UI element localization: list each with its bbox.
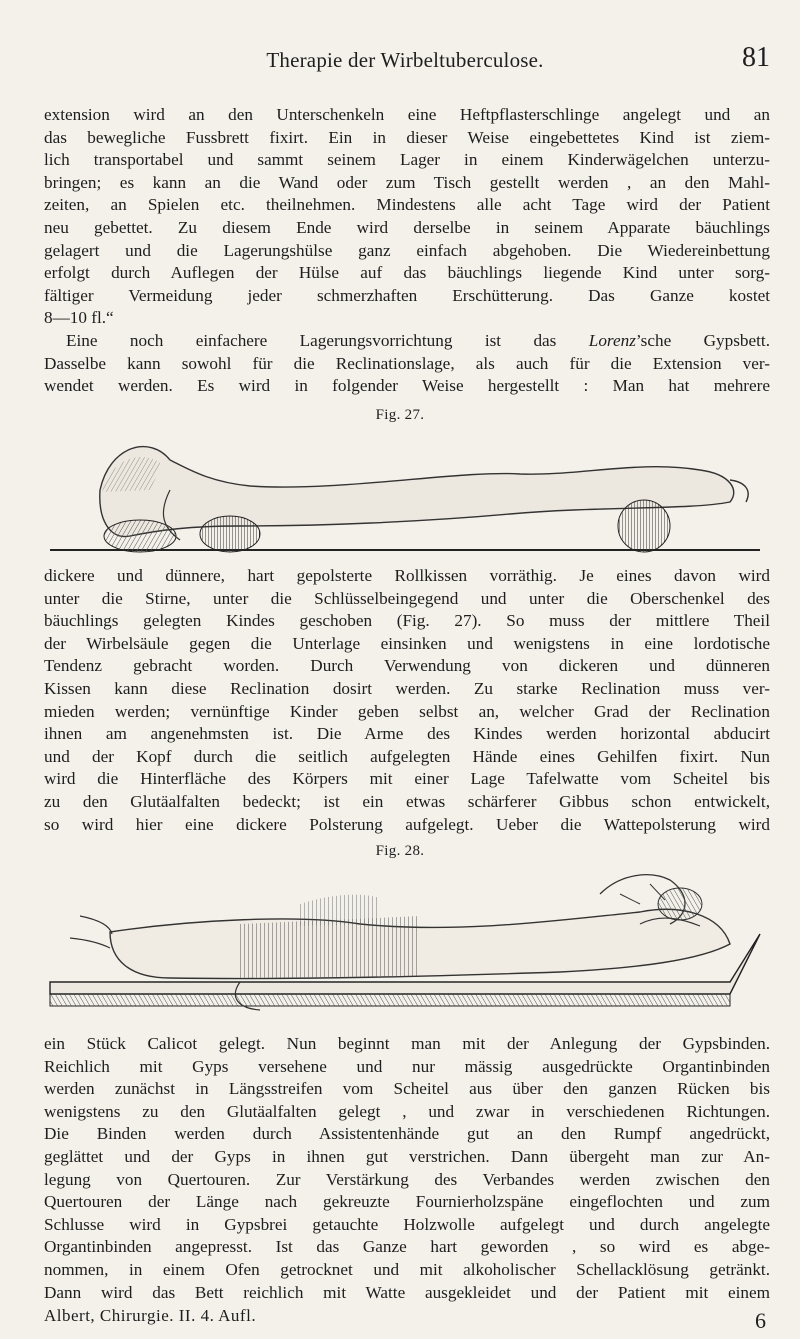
- figure-27-illustration: [40, 430, 770, 558]
- text-line: nommen, in einem Ofen getrocknet und mit alkoholischer Schellacklösung getränkt.: [44, 1259, 770, 1279]
- running-title: Therapie der Wirbeltuberculose.: [266, 48, 544, 72]
- text-line: dickere und dünnere, hart gepolsterte Rollkissen vorräthig. Je eines davon wird: [44, 566, 770, 585]
- text-line: mieden werden; vernünftige Kinder geben selbst an, welcher Grad der Reclination: [44, 701, 770, 721]
- text-line: Tendenz gebracht worden. Durch Verwendung von dickeren und dünneren: [44, 656, 770, 676]
- text-line: zeiten, an Spielen etc. theilnehmen. Mindestens alle acht Tage wird der Patient: [44, 195, 770, 215]
- text-line: Dann wird das Bett reichlich mit Watte ausgekleidet und der Patient mit einem: [44, 1282, 770, 1302]
- text-line: 8—10 fl.“: [44, 308, 114, 328]
- paragraph-3: [44, 565, 770, 836]
- text-line: Kissen kann diese Reclination dosirt werden. Zu starke Reclination muss ver-: [44, 678, 770, 698]
- figure-28-illustration: [40, 864, 770, 1024]
- signature-mark: 6: [755, 1308, 766, 1333]
- page-header: [40, 42, 770, 82]
- paragraph-4: [44, 1033, 770, 1304]
- text-line: fältiger Vermeidung jeder schmerzhaften Erschütterung. Das Ganze kostet: [44, 285, 770, 305]
- paragraph-1: [44, 104, 770, 330]
- page-footer: [44, 1306, 770, 1332]
- text-line: Dasselbe kann sowohl für die Reclinationslage, als auch für die Extension ver-: [44, 353, 770, 373]
- author-name: Lorenz: [588, 331, 636, 350]
- text-line: das bewegliche Fussbrett fixirt. Ein in dieser Weise eingebettetes Kind ist ziem-: [44, 127, 770, 147]
- text-line: [44, 330, 770, 353]
- text-line: bringen; es kann an die Wand oder zum Tisch gestellt werden , an den Mahl-: [44, 172, 770, 192]
- figure-27-caption: Fig. 27.: [375, 407, 425, 423]
- text-line: Organtinbinden angepresst. Ist das Ganze hart geworden , so wird es abge-: [44, 1237, 770, 1257]
- figure-27-engraving: [40, 430, 770, 558]
- text-line: so wird hier eine dickere Polsterung aufgelegt. Ueber die Wattepolsterung wird: [44, 814, 770, 834]
- text-line: ein Stück Calicot gelegt. Nun beginnt man mit der Anlegung der Gypsbinden.: [44, 1034, 770, 1053]
- text-run: ’sche Gypsbett.: [635, 331, 770, 350]
- paragraph-2: [44, 330, 770, 398]
- text-line: zu den Glutäalfalten bedeckt; ist ein etwas schärferer Gibbus schon entwickelt,: [44, 791, 770, 811]
- text-line: neu gebettet. Zu diesem Ende wird derselbe in seinem Apparate bäuchlings: [44, 217, 770, 237]
- figure-28-caption: Fig. 28.: [375, 843, 425, 859]
- text-line: ihnen am angenehmsten ist. Die Arme des Kindes werden horizontal abducirt: [44, 724, 770, 744]
- text-line: und der Kopf durch die seitlich aufgelegten Hände eines Gehilfen fixirt. Nun: [44, 746, 770, 766]
- text-line: extension wird an den Unterschenkeln eine Heftpflasterschlinge angelegt und an: [44, 105, 770, 124]
- page-number: 81: [742, 42, 770, 73]
- text-line: Quertouren der Länge nach gekreuzte Fournierholzspäne eingeflochten und zum: [44, 1192, 770, 1212]
- text-line: wenigstens zu den Glutäalfalten gelegt , und zwar in verschiedenen Richtungen.: [44, 1101, 770, 1121]
- text-line: der Wirbelsäule gegen die Unterlage einsinken und wenigstens in eine lordotische: [44, 633, 770, 653]
- text-line: geglättet und der Gyps in ihnen gut verstrichen. Dann übergeht man zur An-: [44, 1146, 770, 1166]
- text-line: Reichlich mit Gyps versehene und nur mässig ausgedrückte Organtinbinden: [44, 1056, 770, 1076]
- text-line: erfolgt durch Auflegen der Hülse auf das bäuchlings liegende Kind unter sorg-: [44, 263, 770, 283]
- text-line: gelagert und die Lagerungshülse ganz einfach abgehoben. Die Wiedereinbettung: [44, 240, 770, 260]
- text-line: lich transportabel und sammt seinem Lager in einem Kinderwägelchen unterzu-: [44, 150, 770, 170]
- text-line: Die Binden werden durch Assistentenhände gut an den Rumpf angedrückt,: [44, 1124, 770, 1144]
- figure-28-engraving: [40, 864, 770, 1024]
- text-line: legung von Quertouren. Zur Verstärkung des Verbandes werden zwischen den: [44, 1169, 770, 1189]
- text-line: bäuchlings gelegten Kindes geschoben (Fig. 27). So muss der mittlere Theil: [44, 611, 770, 631]
- text-run: Eine noch einfachere Lagerungsvorrichtung ist das: [66, 331, 589, 350]
- footer-author-line: Albert, Chirurgie. II. 4. Aufl.: [44, 1306, 257, 1325]
- text-line: wird die Hinterfläche des Körpers mit einer Lage Tafelwatte vom Scheitel bis: [44, 769, 770, 789]
- text-line: Schlusse wird in Gypsbrei getauchte Holzwolle aufgelegt und durch angelegte: [44, 1214, 770, 1234]
- text-line: unter die Stirne, unter die Schlüsselbeingegend und unter die Oberschenkel des: [44, 588, 770, 608]
- text-line: wendet werden. Es wird in folgender Weise hergestellt : Man hat mehrere: [44, 376, 770, 396]
- text-line: werden zunächst in Längsstreifen vom Scheitel aus über den ganzen Rücken bis: [44, 1079, 770, 1099]
